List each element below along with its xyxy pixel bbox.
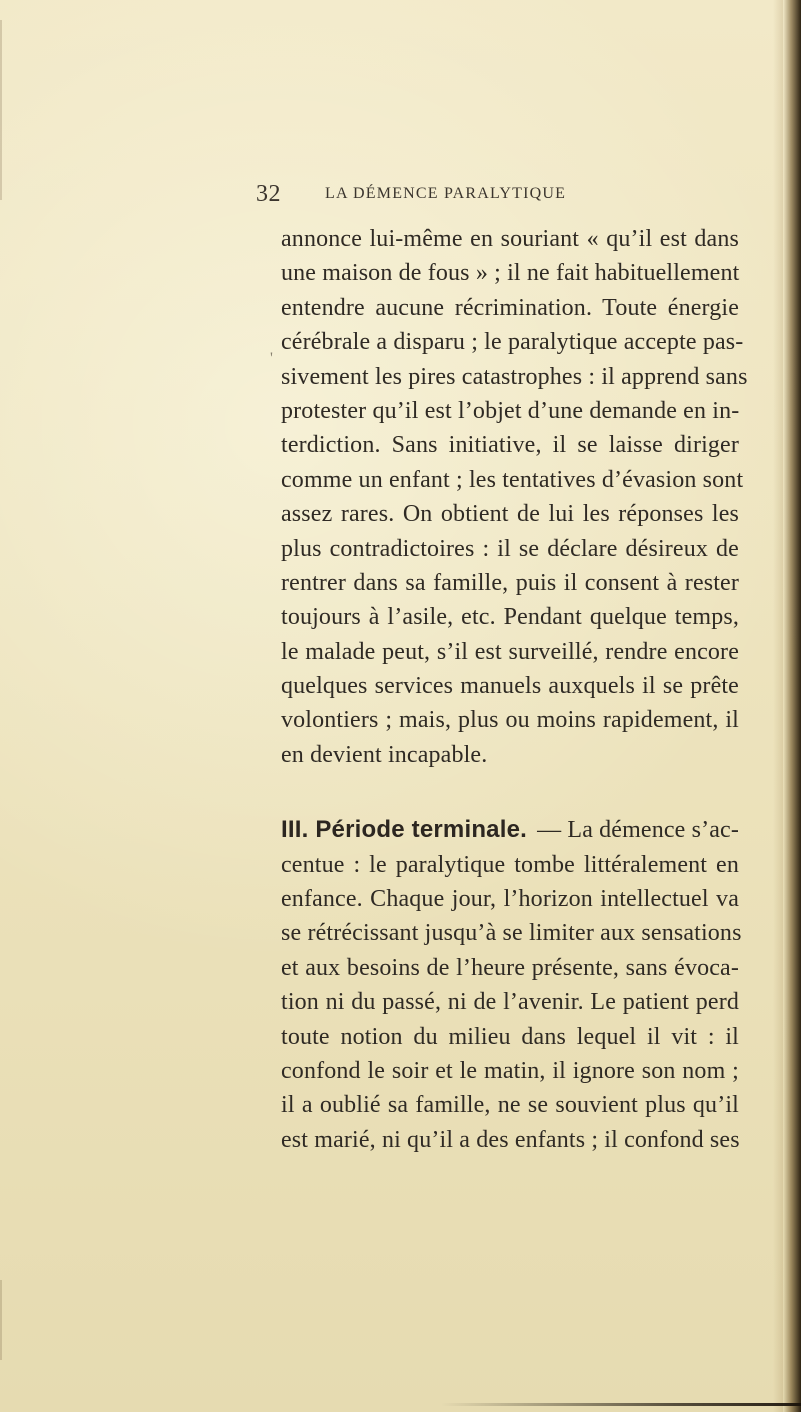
text-line: enfance. Chaque jour, l’horizon intellectuel va (281, 886, 739, 913)
text-line: rentrer dans sa famille, puis il consent à rester (281, 569, 739, 596)
text-line: entendre aucune récrimination. Toute énergie (281, 294, 739, 321)
text-line: est marié, ni qu’il a des enfants ; il confond ses (281, 1126, 740, 1153)
text-line: en devient incapable. (281, 741, 488, 768)
text-line: cérébrale a disparu ; le paralytique accepte pas- (281, 329, 744, 356)
page-header (256, 181, 686, 209)
text-line: toujours à l’asile, etc. Pendant quelque temps, (281, 604, 739, 631)
text-line: terdiction. Sans initiative, il se laisse diriger (281, 432, 739, 459)
body-text (281, 222, 748, 1157)
section-heading-line (281, 813, 739, 847)
page-edge-gradient (773, 0, 783, 1412)
text-line: et aux besoins de l’heure présente, sans évoca- (281, 954, 739, 981)
text-line: protester qu’il est l’objet d’une demande en in- (281, 397, 740, 424)
text-line: sivement les pires catastrophes : il apprend sans (281, 363, 748, 390)
text-line: annonce lui-même en souriant « qu’il est dans (281, 226, 739, 252)
page-number: 32 (256, 181, 281, 207)
section-heading: III. Période terminale. (281, 816, 528, 844)
text-line: centue : le paralytique tombe littéralement en (281, 851, 739, 878)
text-line: se rétrécissant jusqu’à se limiter aux sensations (281, 920, 742, 947)
running-head: LA DÉMENCE PARALYTIQUE (325, 185, 567, 202)
text-line: tion ni du passé, ni de l’avenir. Le patient perd (281, 989, 739, 1016)
margin-mark: ' (270, 350, 273, 367)
text-line: il a oublié sa famille, ne se souvient plus qu’il (281, 1092, 739, 1119)
page-edge-shadow (783, 0, 801, 1412)
text-line: plus contradictoires : il se déclare désireux de (281, 535, 739, 562)
text-line: une maison de fous » ; il ne fait habituellement (281, 260, 740, 287)
left-edge-mark (0, 1280, 2, 1360)
section-spacer (281, 772, 739, 813)
left-edge-mark (0, 20, 2, 200)
text-line: comme un enfant ; les tentatives d’évasion sont (281, 466, 744, 493)
text-line: toute notion du milieu dans lequel il vit : il (281, 1023, 739, 1050)
section-heading-tail: — La démence s’ac- (537, 817, 739, 844)
text-line: quelques services manuels auxquels il se prête (281, 673, 739, 700)
text-line: le malade peut, s’il est surveillé, rendre encore (281, 638, 739, 665)
text-line: confond le soir et le matin, il ignore son nom ; (281, 1057, 739, 1084)
text-line: volontiers ; mais, plus ou moins rapidement, il (281, 707, 739, 734)
text-line: assez rares. On obtient de lui les réponses les (281, 501, 739, 528)
bottom-edge-line (441, 1403, 801, 1406)
